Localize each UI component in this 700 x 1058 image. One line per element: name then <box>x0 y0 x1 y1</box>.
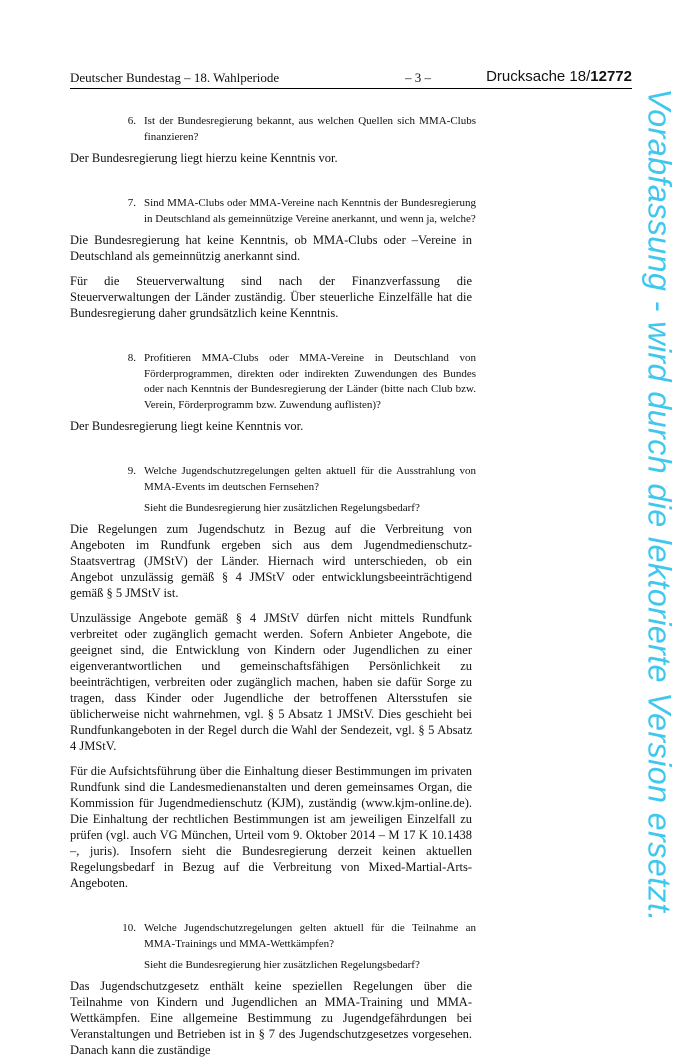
question-7 <box>118 196 476 227</box>
question-6 <box>118 114 476 145</box>
document-number <box>486 68 632 85</box>
question-text: Profitieren MMA-Clubs oder MMA-Vereine in Deutschland von Förderprogrammen, direkten oder indirekten Zuwendungen des Bundes oder nach Kenntnis der Bundesregierung der Länder (bitte nach Club bzw. Verein, Förderprogramm bzw. Zuwendung auflisten)? <box>144 352 476 411</box>
question-text: Sind MMA-Clubs oder MMA-Vereine nach Kenntnis der Bundesregierung in Deutschland als gemeinnützige Vereine anerkannt, und wenn ja, welche? <box>144 197 476 225</box>
answer-8: Der Bundesregierung liegt keine Kenntnis vor. <box>70 419 304 433</box>
question-8 <box>118 351 476 413</box>
question-number: 9. <box>127 465 136 477</box>
document-number-value: 12772 <box>590 68 632 85</box>
watermark-text: Vorabfassung - wird durch die lektorierte Version ersetzt. <box>641 88 678 922</box>
answer-10: Das Jugendschutzgesetz enthält keine speziellen Regelungen über die Teilnahme von Kindern und Jugendlichen an MMA-Training und MMA-Wettkämpfen. Eine allgemeine Bestimmung zu Jugendgefährdungen bei Veranstaltungen und Betrieben ist in § 7 des Jugendschutzgesetzes vorgesehen. Danach kann die zuständige <box>70 979 472 1057</box>
document-number-label: Drucksache 18/ <box>486 68 591 85</box>
question-text: Ist der Bundesregierung bekannt, aus welchen Quellen sich MMA-Clubs finanzieren? <box>144 115 476 143</box>
answer-9-paragraph-1: Die Regelungen zum Jugendschutz in Bezug auf die Verbreitung von Angeboten im Rundfunk ergeben sich aus dem Jugendmedienschutz-Staatsvertrag (JMStV) der Länder. Hiernach wird unterschieden, ob ein Angebot unzulässig gemäß § 4 JMStV oder entwicklungsbeeinträchtigend gemäß § 5 JMStV ist. <box>70 522 472 600</box>
qa-column <box>70 114 476 1058</box>
question-number: 6. <box>127 115 136 127</box>
question-9-followup: Sieht die Bundesregierung hier zusätzlichen Regelungsbedarf? <box>144 502 420 514</box>
page-header <box>70 70 632 90</box>
header-publisher: Deutscher Bundestag – 18. Wahlperiode <box>70 70 280 85</box>
answer-9-paragraph-3: Für die Aufsichtsführung über die Einhaltung dieser Bestimmungen im privaten Rundfunk sind die Landesmedienanstalten und deren gemeinsames Organ, die Kommission für Jugendmedienschutz (KJM), zuständig (www.kjm-online.de). Die Einhaltung der rechtlichen Bestimmungen ist am jeweiligen Einzelfall zu prüfen (vgl. auch VG München, Urteil vom 9. Oktober 2014 – M 17 K 10.1438 –, juris). Insofern sieht die Bundesregierung derzeit keinen aktuellen Regelungsbedarf in Bezug auf die Verbreitung von Mixed-Martial-Arts-Angeboten. <box>70 764 472 890</box>
question-10-followup: Sieht die Bundesregierung hier zusätzlichen Regelungsbedarf? <box>144 959 420 971</box>
header-rule <box>70 88 632 89</box>
draft-watermark <box>636 88 682 922</box>
question-9 <box>118 464 476 495</box>
answer-9-paragraph-2: Unzulässige Angebote gemäß § 4 JMStV dürfen nicht mittels Rundfunk verbreitet oder zugänglich gemacht werden. Sofern Anbieter Angebote, die geeignet sind, die Entwicklung von Kindern oder Jugendlichen zu einer eigenverantwortlichen und gemeinschaftsfähigen Persönlichkeit zu beeinträchtigen, verbreiten oder zugänglich machen, haben sie dafür Sorge zu tragen, dass Kinder oder Jugendliche der betroffenen Altersstufen sie üblicherweise nicht wahrnehmen, vgl. § 5 Absatz 1 JMStV. Dies geschieht bei Rundfunkangeboten in der Regel durch die Wahl der Sendezeit, vgl. § 5 Absatz 4 JMStV. <box>70 611 472 753</box>
answer-7-paragraph-2: Für die Steuerverwaltung sind nach der Finanzverfassung die Steuerverwaltungen der Länder zuständig. Über steuerliche Einzelfälle hat die Bundesregierung daher grundsätzlich keine Kenntnis. <box>70 274 472 320</box>
question-text: Welche Jugendschutzregelungen gelten aktuell für die Teilnahme an MMA-Trainings und MMA-Wettkämpfen? <box>144 922 476 950</box>
answer-6: Der Bundesregierung liegt hierzu keine Kenntnis vor. <box>70 151 338 165</box>
question-10 <box>118 921 476 952</box>
answer-7-paragraph-1: Die Bundesregierung hat keine Kenntnis, ob MMA-Clubs oder –Vereine in Deutschland als gemeinnützig anerkannt sind. <box>70 233 472 263</box>
page-number: – 3 – <box>405 70 431 85</box>
question-number: 8. <box>127 352 136 364</box>
question-number: 7. <box>127 197 136 209</box>
question-number: 10. <box>122 922 136 934</box>
question-text: Welche Jugendschutzregelungen gelten aktuell für die Ausstrahlung von MMA-Events im deutschen Fernsehen? <box>144 465 476 493</box>
